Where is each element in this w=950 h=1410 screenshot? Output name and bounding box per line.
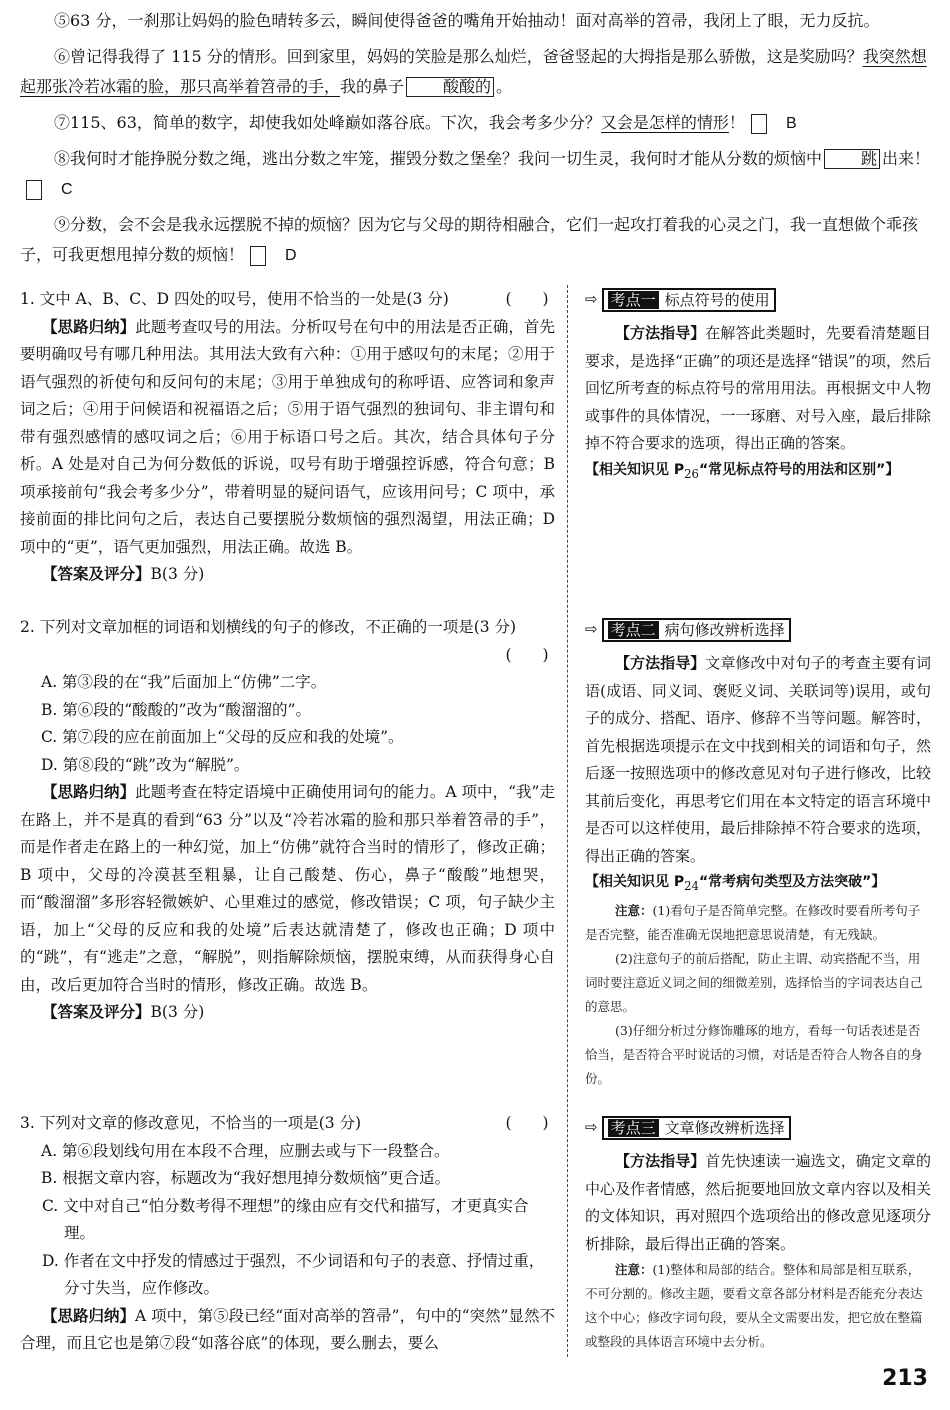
kaodian-1 <box>585 288 931 486</box>
option-b: B. 根据文章内容，标题改为“我好想甩掉分数烦恼”更合适。 <box>41 1169 451 1187</box>
related-knowledge: 【相关知识见 $P_{24}“$常考病句类型及方法突破”】 <box>585 874 886 893</box>
answer-blank: ( ) <box>505 645 549 664</box>
answer-blank: ( ) <box>505 1114 549 1132</box>
marker-b: B <box>751 114 767 134</box>
underlined-phrase: 又会是怎样的情形 <box>600 113 729 132</box>
paragraph-7: ⑦115、63，简单的数字，却使我如处峰巅如落谷底。下次，我会考多少分？又会是怎样的情形！ B <box>54 113 797 132</box>
reading-passage <box>20 6 932 276</box>
answer: 【答案及评分】B(3 分) <box>42 1003 205 1021</box>
column-divider <box>567 285 568 1357</box>
option-a: A. 第③段的在“我”后面加上“仿佛”二字。 <box>41 673 327 691</box>
note-1: 注意：(1)看句子是否简单完整。在修改时要看所考句子是否完整，能否准确无误地把意思说清楚，有无残缺。 <box>585 902 921 942</box>
paragraph-5: ⑤63 分，一刹那让妈妈的脸色晴转多云，瞬间使得爸爸的嘴角开始抽动！面对高举的笤帚，我闭上了眼，无力反抗。 <box>54 11 880 30</box>
method-guide: 【方法指导】文章修改中对句子的考查主要有词语(成语、同义词、褒贬义词、关联词等)误用，或句子的成分、搭配、语序、修辞不当等问题。解答时，首先根据选项提示在文中找到相关的词语和句子，然后逐一按照选项中的修改意见对句子进行修改，比较其前后变化，再思考它们用在本文特定的语言环境中是否可以这样使用，最后排除掉不符合要求的选项，得出正确的答案。 <box>585 654 931 865</box>
kaodian-title: 考点二 病句修改辨析选择 <box>602 618 791 642</box>
answer: 【答案及评分】B(3 分) <box>42 565 205 583</box>
analysis: 【思路归纳】此题考查在特定语境中正确使用词句的能力。A 项中，“我”走在路上，并不是真的看到“63 分”以及“冷若冰霜的脸和那只举着笤帚的手”，而是作者走在路上的一种幻觉，加上“仿佛”就符合当时的情形了，修改正确；B 项中，父母的冷漠甚至粗暴，让自己酸楚、伤心，鼻子“酸酸”地想哭，而“酸溜溜”多形容轻微嫉妒、心里难过的感觉，修改错误；C 项，句子缺少主语，加上“父母的反应和我的处境”后表达就清楚了，修改也正确；D 项中的“跳”，有“逃走”之意，“解脱”，则指解除烦恼，摆脱束缚，从而获得身心自由，改后更加符合当时的情形，修改正确。故选 B。 <box>20 783 555 994</box>
boxed-word-tiao: 跳 <box>824 149 880 169</box>
boxed-word-suansuan: 酸酸的 <box>406 77 494 97</box>
arrow-icon: ⇨ <box>585 620 598 639</box>
option-c: C. 文中对自己“怕分数考得不理想”的缘由应有交代和描写，才更真实合理。 <box>42 1196 529 1242</box>
method-guide: 【方法指导】首先快速读一遍选文，确定文章的中心及作者情感，然后扼要地回放文章内容以及相关的文体知识，再对照四个选项给出的修改意见逐项分析排除，最后得出正确的答案。 <box>585 1152 931 1253</box>
question-3 <box>20 1110 555 1358</box>
option-b: B. 第⑥段的“酸酸的”改为“酸溜溜的”。 <box>41 700 311 719</box>
page-number: 213 <box>882 1366 928 1391</box>
option-c: C. 第⑦段的应在前面加上“父母的反应和我的处境”。 <box>41 728 404 746</box>
question-stem: 1. 文中 A、B、C、D 四处的叹号，使用不恰当的一处是(3 分) <box>20 290 449 308</box>
marker-c: C <box>26 180 42 200</box>
method-guide: 【方法指导】在解答此类题时，先要看清楚题目要求，是选择“正确”的项还是选择“错误”的项，然后回忆所考查的标点符号的常用用法。再根据文中人物或事件的具体情况，一一琢磨、对号入座，最后排除掉不符合要求的选项，得出正确的答案。 <box>585 324 931 452</box>
kaodian-3 <box>585 1116 931 1354</box>
kaodian-title: 考点三 文章修改辨析选择 <box>602 1116 791 1140</box>
note-1: 注意：(1)整体和局部的结合。整体和局部是相互联系，不可分割的。修改主题，要看文章各部分材料是否能充分表达这个中心；修改字词句段，要从全文需要出发，把它放在整篇或整段的具体语言环境中去分析。 <box>585 1262 923 1349</box>
paragraph-6: ⑥曾记得我得了 115 分的情形。回到家里，妈妈的笑脸是那么灿烂，爸爸竖起的大拇指是那么骄傲，这是奖励吗？我突然想起那张冷若冰霜的脸，那只高举着笤帚的手，我的鼻子 酸酸的 。 <box>20 47 927 96</box>
paragraph-8: ⑧我何时才能挣脱分数之绳，逃出分数之牢笼，摧毁分数之堡垒？我问一切生灵，我何时才能从分数的烦恼中 跳 出来！C <box>20 144 932 204</box>
paragraph-9: ⑨分数，会不会是我永远摆脱不掉的烦恼？因为它与父母的期待相融合，它们一起攻打着我的心灵之门，我一直想做个乖孩子，可我更想甩掉分数的烦恼！ D <box>20 215 919 264</box>
analysis: 【思路归纳】A 项中，第⑤段已经“面对高举的笤帚”，句中的“突然”显然不合理，而且它也是第⑦段“如落谷底”的体现，要么删去，要么 <box>20 1306 555 1352</box>
marker-d: D <box>250 246 266 266</box>
kaodian-2 <box>585 618 931 1091</box>
arrow-icon: ⇨ <box>585 290 598 309</box>
question-stem: 2. 下列对文章加框的词语和划横线的句子的修改，不正确的一项是(3 分) <box>20 618 517 636</box>
arrow-icon: ⇨ <box>585 1118 598 1137</box>
kaodian-title: 考点一 标点符号的使用 <box>602 288 776 312</box>
analysis: 【思路归纳】此题考查叹号的用法。分析叹号在句中的用法是否正确，首先要明确叹号有哪几种用法。其用法大致有六种：①用于感叹句的末尾；②用于语气强烈的祈使句和反问句的末尾；③用于单独成句的称呼语、应答词和象声词之后；④用于问候语和祝福语之后；⑤用于语气强烈的独词句、非主谓句和带有强烈感情的感叹词之后；⑥用于标语口号之后。其次，结合具体句子分析。A 处是对自己为何分数低的诉说，叹号有助于增强控诉感，符合句意；B 项承接前句“我会考多少分”，带着明显的疑问语气，应该用问号；C 项中，承接前面的排比问句之后，表达自己要摆脱分数烦恼的强烈渴望，用法正确；D 项中的“更”，语气更加强烈，用法正确。故选 B。 <box>20 317 555 556</box>
underlined-sentence: 我突 <box>862 47 895 66</box>
option-d: D. 第⑧段的“跳”改为“解脱”。 <box>41 755 250 774</box>
underlined-sentence-cont: 然想起那张冷若冰霜的脸，那只高举着笤帚的手， <box>20 47 927 96</box>
question-stem: 3. 下列对文章的修改意见，不恰当的一项是(3 分) <box>20 1114 362 1132</box>
note-2: (2)注意句子的前后搭配，防止主谓、动宾搭配不当，用词时要注意近义词之间的细微差别，选择恰当的字词表达自己的意思。 <box>585 950 923 1014</box>
note-3: (3)仔细分析过分修饰雕琢的地方，看每一句话表述是否恰当，是否符合平时说话的习惯，对话是否符合人物各自的身份。 <box>585 1022 923 1086</box>
option-a: A. 第⑥段划线句用在本段不合理，应删去或与下一段整合。 <box>41 1141 450 1160</box>
related-knowledge: 【相关知识见 $P_{26}“$常见标点符号的用法和区别”】 <box>585 461 900 481</box>
question-1 <box>20 286 555 589</box>
question-2 <box>20 614 555 1027</box>
answer-blank: ( ) <box>505 290 549 308</box>
option-d: D. 作者在文中抒发的情感过于强烈，不少词语和句子的表意、抒情过重，分寸失当，应作修改。 <box>42 1251 545 1297</box>
